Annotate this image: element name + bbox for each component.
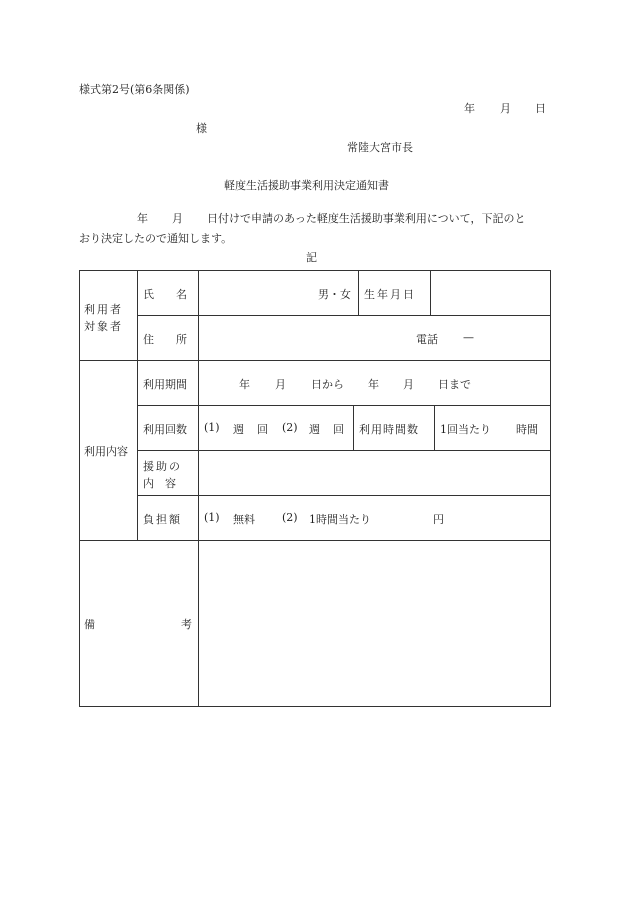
period-label: 利用期間: [143, 378, 187, 391]
hline-frequency: [137, 450, 551, 451]
hline-content-section: [79, 540, 551, 541]
phone-separator: —: [463, 331, 474, 344]
period-year1: 年: [239, 378, 250, 391]
frequency-label: 利用回数: [143, 423, 187, 436]
user-label-line2: 対象者: [84, 320, 123, 333]
body-month: 月: [172, 212, 183, 225]
form-number: 様式第2号(第6条関係): [79, 83, 190, 96]
address-label: 住 所: [143, 333, 187, 346]
content-section-label: 利用内容: [84, 445, 128, 458]
hours-label: 利用時間数: [359, 423, 419, 436]
hours-unit: 時間: [516, 423, 538, 436]
period-from: 日から: [311, 378, 344, 391]
period-month2: 月: [403, 378, 414, 391]
frequency-opt1-num: (1): [204, 421, 220, 434]
user-label-line1: 利用者: [84, 303, 123, 316]
burden-opt2-num: (2): [282, 511, 298, 524]
burden-yen: 円: [433, 513, 444, 526]
hline-assistance: [137, 495, 551, 496]
period-until: 日まで: [438, 378, 471, 391]
hline-name-address: [137, 315, 551, 316]
frequency-opt2-times: 回: [333, 423, 344, 436]
vline-birthdate: [430, 270, 431, 315]
remarks-label-left: 備: [84, 618, 95, 631]
frequency-opt1-times: 回: [257, 423, 268, 436]
period-year2: 年: [368, 378, 379, 391]
frequency-opt1-week: 週: [233, 423, 244, 436]
remarks-label-right: 考: [181, 618, 192, 631]
burden-opt1-num: (1): [204, 511, 220, 524]
phone-label: 電話: [416, 333, 438, 346]
vline-hours: [353, 405, 354, 450]
date-month-label: 月: [500, 102, 511, 115]
gender-options: 男・女: [318, 288, 351, 301]
document-title: 軽度生活援助事業利用決定通知書: [224, 179, 389, 192]
body-line2: おり決定したので通知します。: [79, 232, 233, 245]
assistance-label-line1: 援助の: [143, 460, 182, 473]
burden-opt2-text: 1時間当たり: [309, 513, 371, 526]
vline-field-col: [198, 270, 199, 707]
burden-label: 負担額: [143, 513, 182, 526]
hline-period: [137, 405, 551, 406]
date-day-label: 日: [535, 102, 546, 115]
vline-hours-value: [434, 405, 435, 450]
issuer: 常陸大宮市長: [347, 141, 413, 154]
frequency-opt2-num: (2): [282, 421, 298, 434]
frequency-opt2-week: 週: [309, 423, 320, 436]
burden-opt1-text: 無料: [233, 513, 255, 526]
vline-gender: [358, 270, 359, 315]
name-label: 氏 名: [143, 288, 187, 301]
body-year: 年: [137, 212, 148, 225]
period-month1: 月: [275, 378, 286, 391]
addressee-suffix: 様: [196, 122, 207, 135]
assistance-label-line2: 内 容: [143, 477, 176, 490]
date-year-label: 年: [464, 102, 475, 115]
hline-user-section: [79, 360, 551, 361]
per-time-label: 1回当たり: [440, 423, 491, 436]
birthdate-label: 生年月日: [364, 288, 416, 301]
body-line1-text: 日付けで申請のあった軽度生活援助事業利用について，下記のと: [207, 212, 526, 225]
ki-label: 記: [306, 251, 317, 264]
